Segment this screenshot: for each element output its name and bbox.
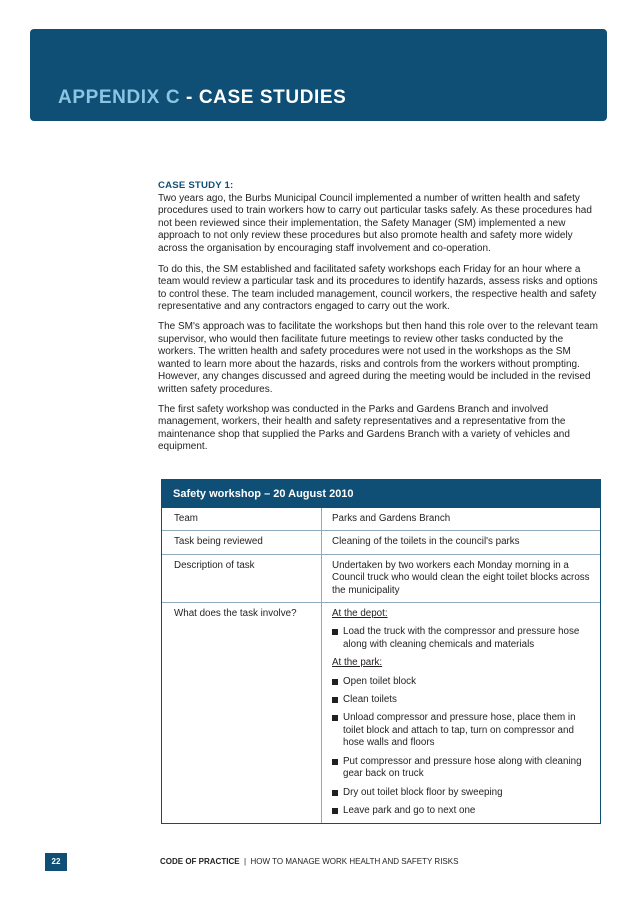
bullet-icon [332, 679, 338, 685]
table-row [162, 602, 600, 823]
row-label: Description of task [162, 555, 322, 602]
bullet-icon [332, 808, 338, 814]
footer-title [160, 857, 458, 866]
table-title: Safety workshop – 20 August 2010 [162, 480, 600, 508]
appendix-label: APPENDIX C [58, 87, 181, 108]
bullet-icon [332, 759, 338, 765]
bullet-icon [332, 629, 338, 635]
safety-workshop-table [161, 479, 601, 824]
list-item-text: Unload compressor and pressure hose, place them in toilet block and attach to tap, turn on compressor and hose walls and floors [343, 712, 576, 749]
list-item [332, 694, 592, 706]
paragraph: Two years ago, the Burbs Municipal Council implemented a number of written health and safety procedures used to train workers how to carry out particular tasks safely. As these procedures had not been reviewed since their implementation, the Safety Manager (SM) implemented a new approach to not only review these procedures but also promote health and safety more widely across the organisation by encouraging staff involvement and co-operation. [158, 192, 592, 254]
appendix-banner [30, 29, 607, 121]
task-steps [322, 603, 600, 823]
row-label: Task being reviewed [162, 531, 322, 553]
list-item-text: Leave park and go to next one [343, 804, 476, 816]
case-study-body [158, 180, 602, 461]
bullet-icon [332, 790, 338, 796]
section-label: - CASE STUDIES [180, 87, 347, 108]
list-item [332, 787, 592, 799]
depot-heading: At the depot: [332, 608, 388, 620]
list-item-text: Dry out toilet block floor by sweeping [343, 786, 503, 798]
list-item-text: Load the truck with the compressor and pressure hose along with cleaning chemicals and materials [343, 626, 580, 650]
case-study-label: CASE STUDY 1: [158, 180, 234, 191]
page-title [58, 87, 346, 109]
footer-separator: | [239, 857, 251, 866]
page-number: 22 [45, 853, 67, 871]
list-item [332, 712, 592, 749]
list-item [332, 805, 592, 817]
list-item-text: Put compressor and pressure hose along with cleaning gear back on truck [343, 755, 582, 780]
table-row [162, 554, 600, 602]
row-value: Cleaning of the toilets in the council's parks [332, 536, 520, 548]
row-value: Undertaken by two workers each Monday morning in a Council truck who would clean the eight toilet blocks across the municipality [332, 559, 590, 596]
paragraph: To do this, the SM established and facilitated safety workshops each Friday for an hour where a team would review a particular task and its procedures to identify hazards, assess risks and options to control these. The team included management, council workers, the respective health and safety representative and any contractors engaged to carry out the work. [158, 263, 598, 313]
table-row [162, 530, 600, 553]
list-item [332, 626, 592, 651]
doc-subtitle: HOW TO MANAGE WORK HEALTH AND SAFETY RISKS [250, 857, 459, 866]
row-label: What does the task involve? [162, 603, 322, 823]
paragraph: The SM's approach was to facilitate the workshops but then hand this role over to the relevant team supervisor, who would then facilitate future meetings to review other tasks conducted by the workers. The written health and safety procedures were not used in the workshops as the SM wanted to learn more about the hazards, risks and controls from the workers without prompting. However, any changes discussed and agreed during the meeting would be included in the revised written safety procedures. [158, 320, 598, 395]
table-row [162, 508, 600, 530]
bullet-icon [332, 715, 338, 721]
list-item-text: Clean toilets [343, 694, 397, 706]
row-label: Team [162, 508, 322, 530]
list-item [332, 676, 592, 688]
list-item [332, 756, 592, 781]
doc-title: CODE OF PRACTICE [160, 857, 240, 866]
page-footer [0, 853, 638, 873]
row-value: Parks and Gardens Branch [332, 513, 451, 524]
park-heading: At the park: [332, 657, 383, 669]
paragraph: The first safety workshop was conducted in the Parks and Gardens Branch and involved management, workers, their health and safety representatives and a representative from the maintenance shop that supplied the Parks and Gardens Branch with a variety of vehicles and equipment. [158, 403, 570, 453]
list-item-text: Open toilet block [343, 675, 416, 687]
table-body [162, 508, 600, 823]
bullet-icon [332, 697, 338, 703]
